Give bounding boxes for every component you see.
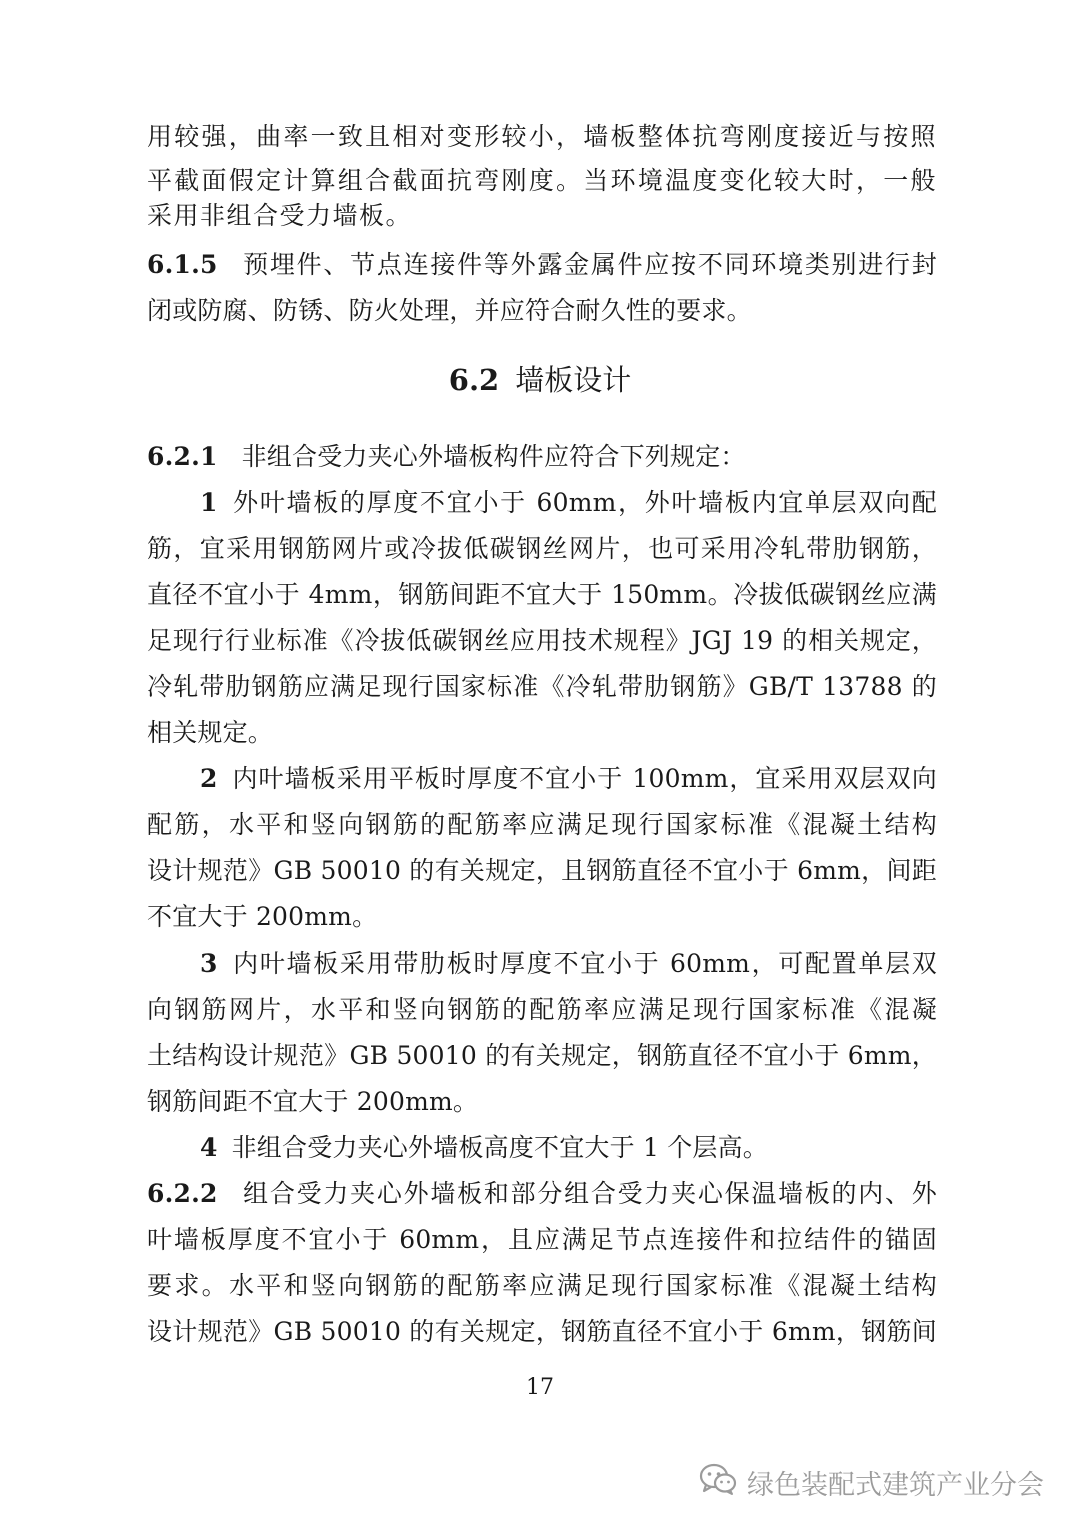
item-4-line bbox=[200, 1131, 937, 1165]
clause-text: 非组合受力夹心外墙板构件应符合下列规定： bbox=[241, 442, 746, 471]
item-text: 非组合受力夹心外墙板高度不宜大于 1 个层高。 bbox=[231, 1133, 769, 1162]
paragraph-line: 用较强，曲率一致且相对变形较小，墙板整体抗弯刚度接近与按照 bbox=[147, 122, 937, 151]
item-3-line: 钢筋间距不宜大于 200mm。 bbox=[147, 1087, 479, 1116]
item-number: 3 bbox=[200, 949, 218, 978]
item-text: 内叶墙板采用平板时厚度不宜小于 100mm，宜采用双层双向 bbox=[231, 764, 937, 793]
item-1-line: 冷轧带肋钢筋应满足现行国家标准《冷轧带肋钢筋》GB/T 13788 的 bbox=[147, 672, 937, 701]
item-2-line: 配筋，水平和竖向钢筋的配筋率应满足现行国家标准《混凝土结构 bbox=[147, 810, 937, 839]
clause-6-2-2-line: 设计规范》GB 50010 的有关规定，钢筋直径不宜小于 6mm，钢筋间 bbox=[147, 1317, 937, 1346]
clause-text: 预埋件、节点连接件等外露金属件应按不同环境类别进行封 bbox=[241, 250, 937, 279]
item-3-line: 向钢筋网片，水平和竖向钢筋的配筋率应满足现行国家标准《混凝 bbox=[147, 995, 937, 1024]
item-1-line: 筋，宜采用钢筋网片或冷拔低碳钢丝网片，也可采用冷轧带肋钢筋， bbox=[147, 534, 937, 563]
section-title bbox=[0, 362, 1080, 398]
item-2-line: 设计规范》GB 50010 的有关规定，且钢筋直径不宜小于 6mm，间距 bbox=[147, 856, 937, 885]
item-1-line: 相关规定。 bbox=[147, 718, 274, 747]
watermark bbox=[699, 1462, 1044, 1502]
item-3-line: 土结构设计规范》GB 50010 的有关规定，钢筋直径不宜小于 6mm， bbox=[147, 1041, 937, 1070]
item-text: 内叶墙板采用带肋板时厚度不宜小于 60mm，可配置单层双 bbox=[231, 949, 937, 978]
item-number: 4 bbox=[200, 1133, 218, 1162]
clause-number: 6.1.5 bbox=[147, 250, 218, 279]
wechat-icon bbox=[699, 1462, 737, 1503]
item-1-line bbox=[200, 486, 937, 520]
item-2-line bbox=[200, 762, 937, 796]
item-number: 2 bbox=[200, 764, 218, 793]
paragraph-line: 采用非组合受力墙板。 bbox=[147, 201, 413, 230]
page-number: 17 bbox=[526, 1375, 554, 1400]
clause-6-2-2-line: 要求。水平和竖向钢筋的配筋率应满足现行国家标准《混凝土结构 bbox=[147, 1271, 937, 1300]
item-3-line bbox=[200, 947, 937, 981]
clause-6-2-2-line: 叶墙板厚度不宜小于 60mm，且应满足节点连接件和拉结件的锚固 bbox=[147, 1225, 937, 1254]
watermark-text: 绿色装配式建筑产业分会 bbox=[747, 1469, 1044, 1501]
clause-number: 6.2.1 bbox=[147, 442, 218, 471]
item-2-line: 不宜大于 200mm。 bbox=[147, 902, 378, 931]
clause-6-1-5-line bbox=[147, 248, 937, 282]
clause-number: 6.2.2 bbox=[147, 1179, 218, 1208]
item-number: 1 bbox=[200, 488, 218, 517]
section-name: 墙板设计 bbox=[515, 363, 632, 397]
section-number: 6.2 bbox=[448, 363, 500, 397]
clause-text: 组合受力夹心外墙板和部分组合受力夹心保温墙板的内、外 bbox=[241, 1179, 937, 1208]
item-text: 外叶墙板的厚度不宜小于 60mm，外叶墙板内宜单层双向配 bbox=[231, 488, 937, 517]
clause-6-2-1-line bbox=[147, 440, 937, 474]
item-1-line: 直径不宜小于 4mm，钢筋间距不宜大于 150mm。冷拔低碳钢丝应满 bbox=[147, 580, 937, 609]
clause-6-2-2-line bbox=[147, 1177, 937, 1211]
paragraph-line: 平截面假定计算组合截面抗弯刚度。当环境温度变化较大时，一般 bbox=[147, 166, 937, 195]
clause-6-1-5-line: 闭或防腐、防锈、防火处理，并应符合耐久性的要求。 bbox=[147, 296, 752, 325]
item-1-line: 足现行行业标准《冷拔低碳钢丝应用技术规程》JGJ 19 的相关规定， bbox=[147, 626, 937, 655]
